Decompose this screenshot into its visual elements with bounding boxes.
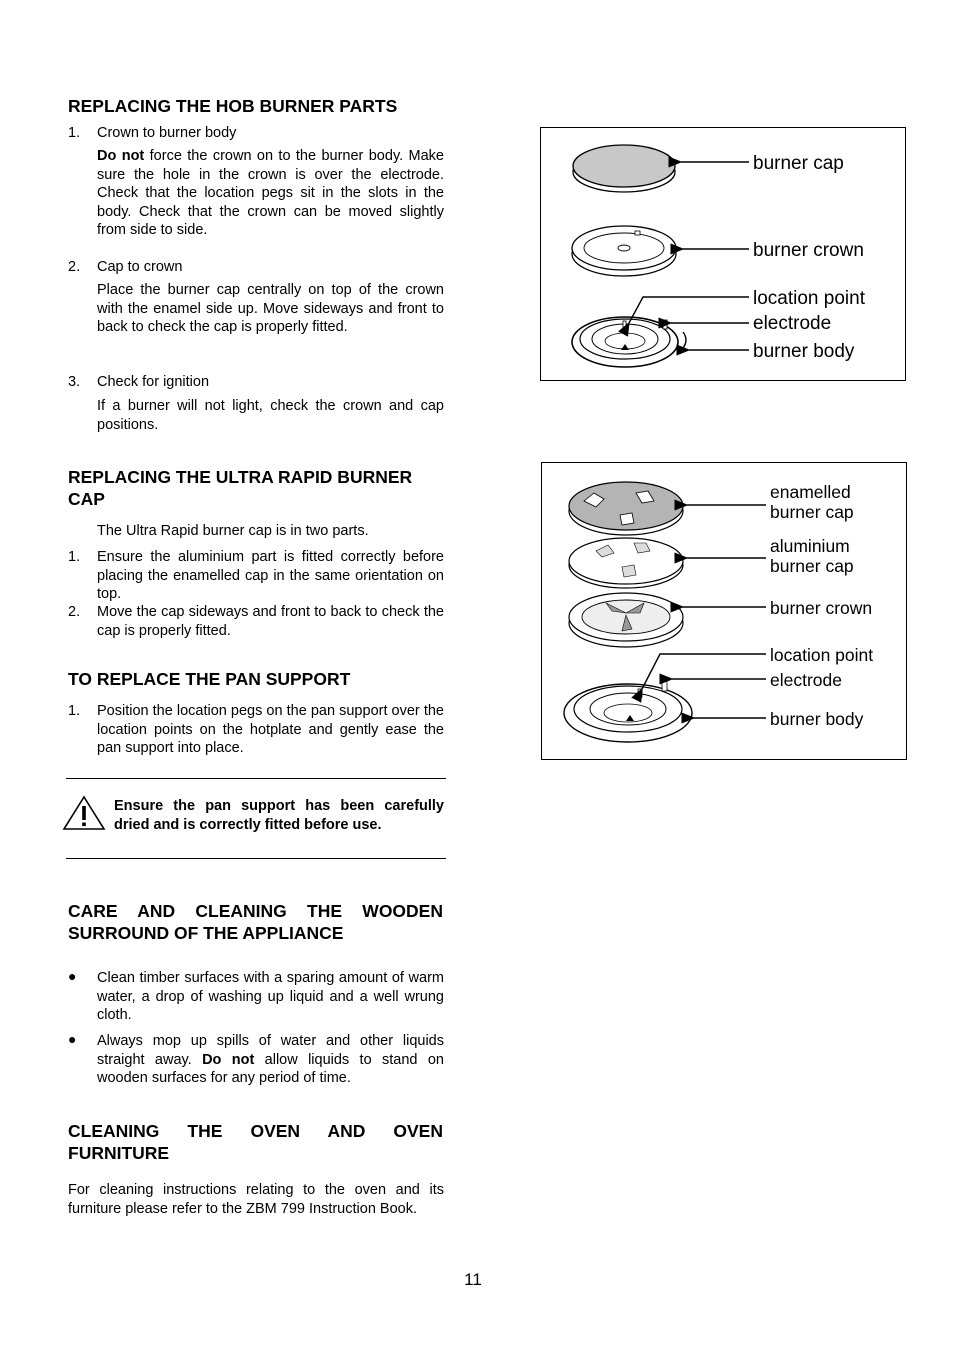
divider <box>66 858 446 859</box>
page-number: 11 <box>464 1270 482 1289</box>
figure-ultra-rapid-burner <box>541 462 907 760</box>
enamelled-cap-drawing <box>569 482 683 535</box>
hob-burner-diagram <box>541 128 905 380</box>
bullet-text-bold: Do not <box>202 1051 255 1068</box>
item-body: If a burner will not light, check the crown and cap positions. <box>97 398 444 433</box>
label-electrode: electrode <box>753 313 832 334</box>
bold-lead: Do not <box>97 148 145 164</box>
label-aluminium: aluminium <box>770 536 850 556</box>
section-body: For cleaning instructions relating to the oven and its furniture please refer to the ZBM 799 Instruction Book. <box>68 1182 444 1217</box>
bullet-text: Clean timber surfaces with a sparing amount of warm water, a drop of washing up liquid and a well wrung cloth. <box>97 970 444 1023</box>
warning-icon <box>62 795 106 831</box>
label-burner-cap: burner cap <box>753 153 844 174</box>
figure-hob-burner <box>540 127 906 381</box>
ultra-rapid-burner-diagram <box>542 463 906 759</box>
ultra-crown-drawing <box>569 593 683 647</box>
bullet-text-pre: Always mop up spills of water and other liquids straight away. <box>97 1033 444 1068</box>
aluminium-cap-drawing <box>569 538 683 588</box>
divider <box>66 778 446 779</box>
burner-body-drawing <box>572 317 686 367</box>
label-enamelled: enamelled <box>770 482 851 502</box>
burner-cap-drawing <box>573 145 675 192</box>
item-number: 1. <box>68 549 81 565</box>
label-burner-body: burner body <box>770 709 864 729</box>
ultra-body-drawing <box>564 681 692 742</box>
item-heading: Check for ignition <box>97 374 210 390</box>
label-enamelled-burner-cap: burner cap <box>770 502 854 522</box>
item-number: 1. <box>68 703 81 719</box>
burner-crown-drawing <box>572 226 676 276</box>
item-number: 1. <box>68 125 81 141</box>
item-body: Place the burner cap centrally on top of the crown with the enamel side up. Move sideways and front to back to check the cap is properly fitted. <box>97 282 444 335</box>
section-title-ultra: REPLACING THE ULTRA RAPID BURNER CAP <box>68 467 413 509</box>
item-body: Move the cap sideways and front to back to check the cap is properly fitted. <box>97 604 444 639</box>
section-title-hob: REPLACING THE HOB BURNER PARTS <box>68 96 398 116</box>
item-number: 3. <box>68 374 81 390</box>
item-body: Ensure the aluminium part is fitted correctly before placing the enamelled cap in the same orientation on top. <box>97 549 444 602</box>
item-heading: Cap to crown <box>97 259 183 275</box>
item-body: Position the location pegs on the pan support over the location points on the hotplate and gently ease the pan support into place. <box>97 703 444 756</box>
item-number: 2. <box>68 604 81 620</box>
section-title-oven: CLEANING THE OVEN AND OVEN FURNITURE <box>68 1121 443 1163</box>
label-location-point: location point <box>753 288 865 309</box>
bullet-dot: ● <box>68 968 77 984</box>
label-electrode: electrode <box>770 670 842 690</box>
section-title-wood: CARE AND CLEANING THE WOODEN SURROUND OF THE APPLIANCE <box>68 901 443 943</box>
item-number: 2. <box>68 259 81 275</box>
label-aluminium-burner-cap: burner cap <box>770 556 854 576</box>
item-heading: Crown to burner body <box>97 125 237 141</box>
section-title-pan: TO REPLACE THE PAN SUPPORT <box>68 669 351 689</box>
item-text: force the crown on to the burner body. Make sure the hole in the crown is over the electrode. Check that the location pegs sit in the slots in the body. Check that the crown can be moved slightly from side to side. <box>97 148 444 238</box>
warning-text: Ensure the pan support has been carefully dried and is correctly fitted before use. <box>114 798 444 833</box>
bullet-text-post: allow liquids to stand on wooden surfaces for any period of time. <box>97 1051 444 1086</box>
label-burner-crown: burner crown <box>770 598 873 618</box>
label-burner-body: burner body <box>753 341 855 362</box>
item-body <box>97 147 444 240</box>
bullet-text <box>97 1032 444 1088</box>
bullet-dot: ● <box>68 1031 77 1047</box>
section-intro: The Ultra Rapid burner cap is in two parts. <box>97 523 369 539</box>
label-location-point: location point <box>770 645 874 665</box>
label-burner-crown: burner crown <box>753 240 864 261</box>
